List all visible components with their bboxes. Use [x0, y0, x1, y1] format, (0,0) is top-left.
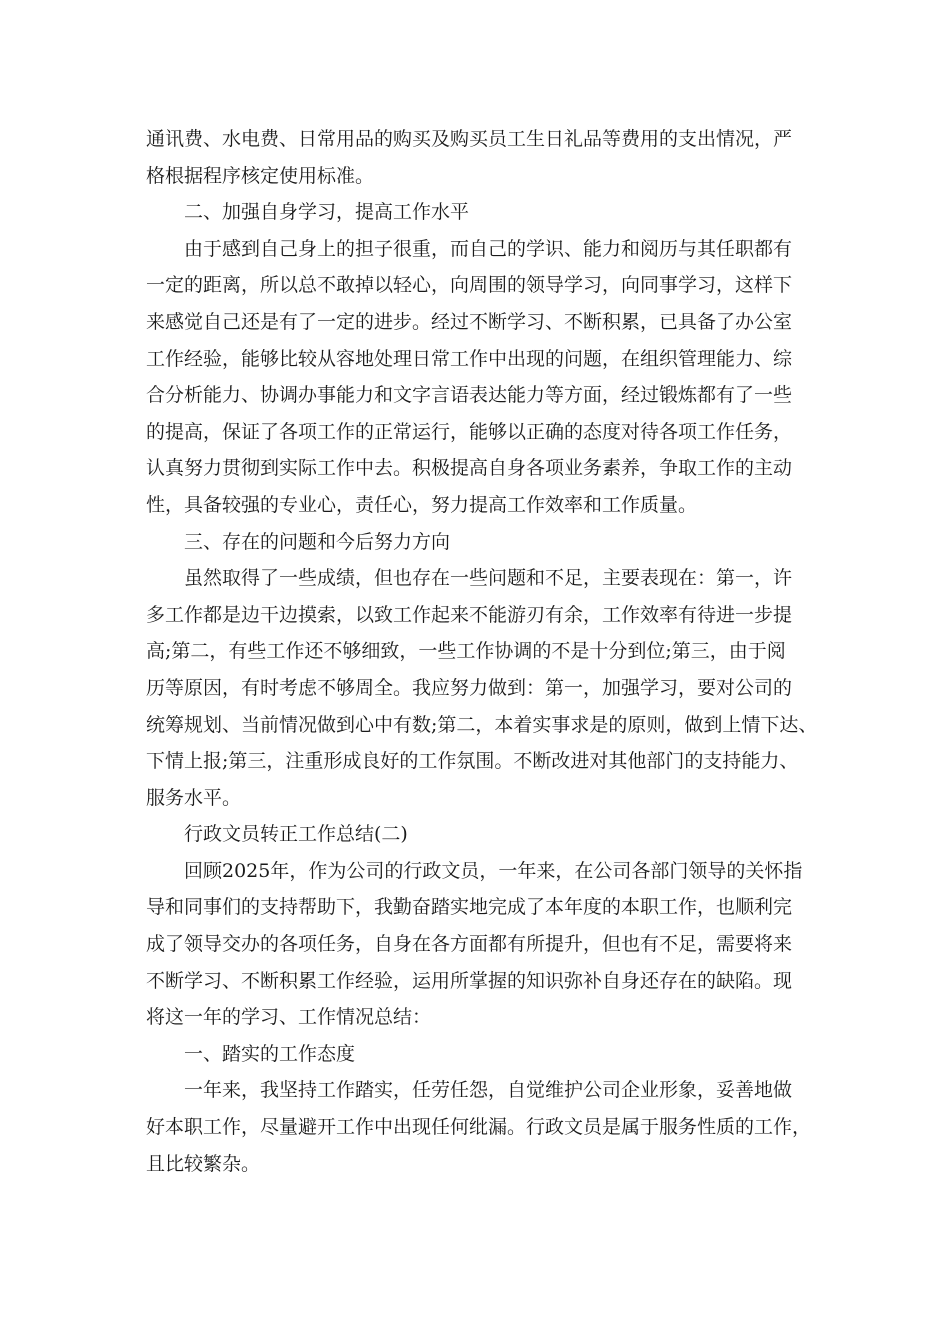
text-line: 历等原因，有时考虑不够周全。我应努力做到：第一，加强学习，要对公司的: [146, 676, 793, 699]
text-line: 来感觉自己还是有了一定的进步。经过不断学习、不断积累，已具备了办公室: [146, 310, 793, 333]
text-line: 一年来，我坚持工作踏实，任劳任怨，自觉维护公司企业形象，妥善地做: [184, 1079, 793, 1102]
text-line: 不断学习、不断积累工作经验，运用所掌握的知识弥补自身还存在的缺陷。现: [146, 969, 793, 992]
text-line: 下情上报;第三，注重形成良好的工作氛围。不断改进对其他部门的支持能力、: [146, 750, 799, 773]
text-line: 工作经验，能够比较从容地处理日常工作中出现的问题，在组织管理能力、综: [146, 347, 793, 370]
text-line: 三、存在的问题和今后努力方向: [184, 530, 451, 553]
text-line: 回顾2025年，作为公司的行政文员，一年来，在公司各部门领导的关怀指: [184, 859, 803, 882]
text-line: 且比较繁杂。: [146, 1152, 261, 1175]
text-line: 一定的距离，所以总不敢掉以轻心，向周围的领导学习，向同事学习，这样下: [146, 274, 793, 297]
text-line: 二、加强自身学习，提高工作水平: [184, 201, 470, 224]
text-line: 性，具备较强的专业心，责任心，努力提高工作效率和工作质量。: [146, 493, 698, 516]
text-line: 导和同事们的支持帮助下，我勤奋踏实地完成了本年度的本职工作，也顺利完: [146, 896, 793, 919]
text-line: 由于感到自己身上的担子很重，而自己的学识、能力和阅历与其任职都有: [184, 237, 793, 260]
text-line: 多工作都是边干边摸索，以致工作起来不能游刃有余，工作效率有待进一步提: [146, 603, 793, 626]
text-line: 成了领导交办的各项任务，自身在各方面都有所提升，但也有不足，需要将来: [146, 933, 793, 956]
text-line: 虽然取得了一些成绩，但也存在一些问题和不足，主要表现在：第一，许: [184, 567, 793, 590]
text-line: 认真努力贯彻到实际工作中去。积极提高自身各项业务素养，争取工作的主动: [146, 457, 793, 480]
document-body: [146, 121, 822, 1182]
text-line: 格根据程序核定使用标准。: [146, 164, 375, 187]
text-line: 将这一年的学习、工作情况总结：: [146, 1006, 432, 1029]
text-line: 合分析能力、协调办事能力和文字言语表达能力等方面，经过锻炼都有了一些: [146, 384, 793, 407]
text-line: 统筹规划、当前情况做到心中有数;第二，本着实事求是的原则，做到上情下达、: [146, 713, 818, 736]
text-line: 服务水平。: [146, 786, 242, 809]
text-line: 行政文员转正工作总结(二): [184, 823, 408, 846]
text-line: 好本职工作，尽量避开工作中出现任何纰漏。行政文员是属于服务性质的工作，: [146, 1116, 812, 1139]
text-line: 一、踏实的工作态度: [184, 1042, 356, 1065]
text-line: 通讯费、水电费、日常用品的购买及购买员工生日礼品等费用的支出情况，严: [146, 128, 793, 150]
text-line: 的提高，保证了各项工作的正常运行，能够以正确的态度对待各项工作任务，: [146, 420, 793, 443]
text-line: 高;第二，有些工作还不够细致，一些工作协调的不是十分到位;第三，由于阅: [146, 640, 786, 663]
